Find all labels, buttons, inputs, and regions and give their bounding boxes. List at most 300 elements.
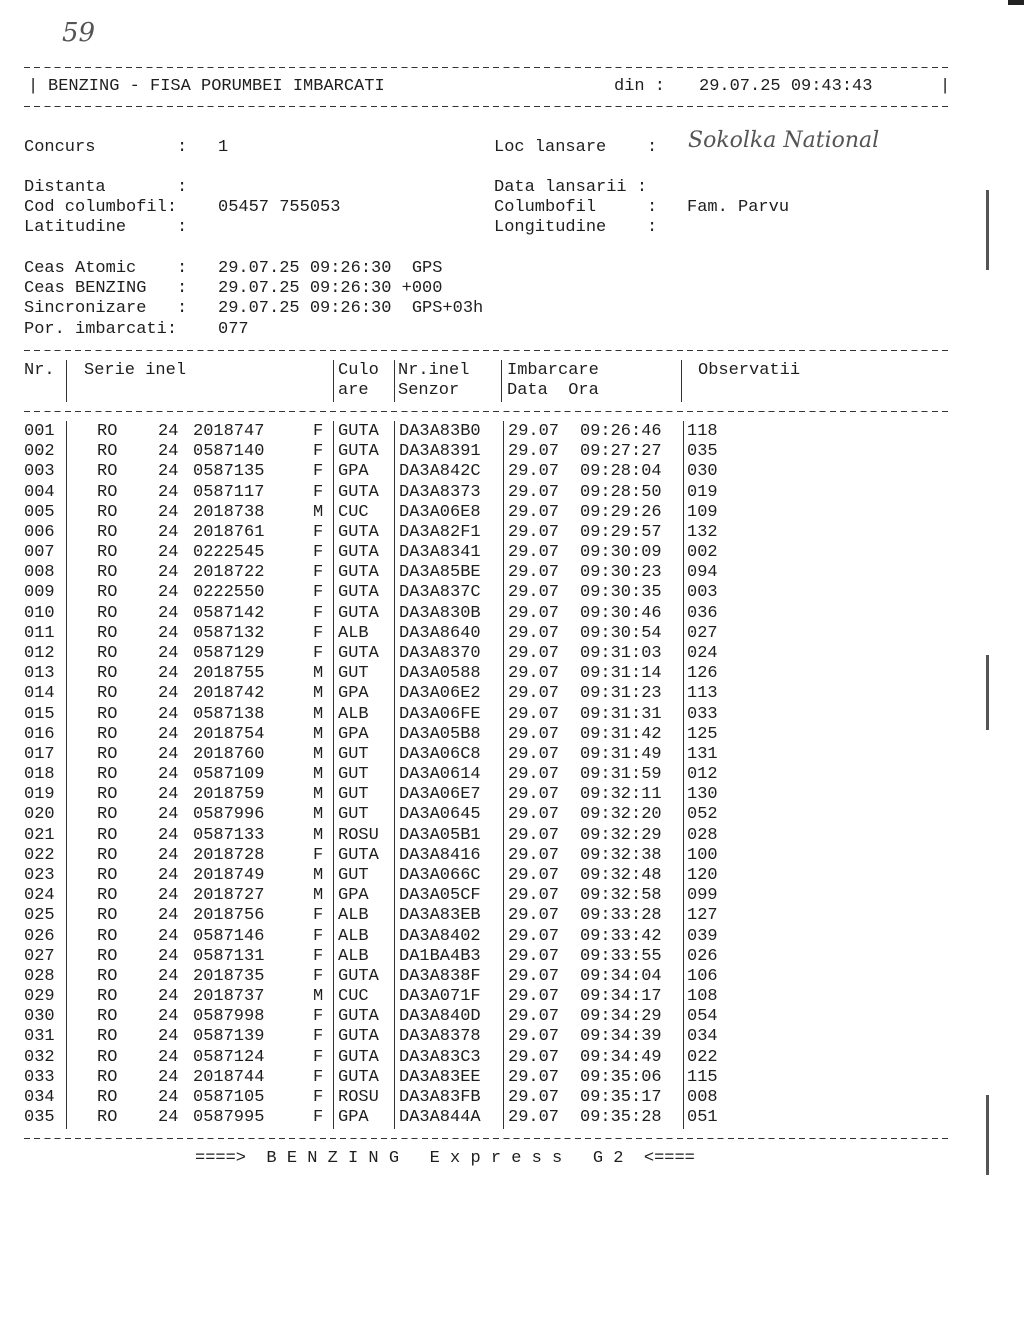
time: 09:30:54 [580,623,662,643]
year: 24 [158,1027,179,1047]
sensor-ring: DA1BA4B3 [399,946,481,966]
color: ALB [338,946,369,966]
country: RO [97,664,118,684]
columbofil-label: Columbofil : [494,198,658,217]
year: 24 [158,643,179,663]
divider [24,67,950,68]
ring-number: 0587131 [193,946,265,966]
observation: 003 [687,583,718,603]
country: RO [97,623,118,643]
sex: F [313,1108,324,1128]
color: GUT [338,805,369,825]
date: 29.07 [508,643,560,663]
date: 29.07 [508,502,560,522]
observation: 109 [687,502,718,522]
observation: 024 [687,643,718,663]
color: GUTA [338,482,379,502]
row-nr: 018 [24,765,55,785]
ring-number: 0222550 [193,583,265,603]
row-nr: 007 [24,543,55,563]
sincronizare-label: Sincronizare : [24,299,188,318]
year: 24 [158,946,179,966]
latitudine-label: Latitudine : [24,218,188,237]
sensor-ring: DA3A83EB [399,906,481,926]
concurs-label: Concurs : [24,138,188,157]
ring-number: 2018722 [193,563,265,583]
sensor-ring: DA3A05B1 [399,825,481,845]
sex: M [313,865,324,885]
observation: 012 [687,765,718,785]
ring-number: 2018754 [193,724,265,744]
year: 24 [158,684,179,704]
ring-number: 2018735 [193,966,265,986]
color: ALB [338,906,369,926]
ring-number: 2018727 [193,886,265,906]
country: RO [97,1108,118,1128]
table-row [0,1088,1024,1108]
sex: M [313,785,324,805]
ring-number: 2018759 [193,785,265,805]
footer-brand: ====> B E N Z I N G E x p r e s s G 2 <==== [195,1149,695,1168]
table-row [0,947,1024,967]
sensor-ring: DA3A0645 [399,805,481,825]
time: 09:31:42 [580,724,662,744]
row-nr: 008 [24,563,55,583]
color: GUT [338,765,369,785]
sensor-ring: DA3A83FB [399,1087,481,1107]
row-nr: 025 [24,906,55,926]
date: 29.07 [508,987,560,1007]
time: 09:32:11 [580,785,662,805]
time: 09:30:46 [580,603,662,623]
color: GUTA [338,1007,379,1027]
country: RO [97,684,118,704]
observation: 120 [687,865,718,885]
year: 24 [158,805,179,825]
year: 24 [158,543,179,563]
country: RO [97,906,118,926]
ring-number: 0587135 [193,462,265,482]
row-nr: 011 [24,623,55,643]
date: 29.07 [508,865,560,885]
date: 29.07 [508,482,560,502]
row-nr: 019 [24,785,55,805]
ring-number: 2018737 [193,987,265,1007]
country: RO [97,502,118,522]
date: 29.07 [508,906,560,926]
time: 09:34:17 [580,987,662,1007]
sex: F [313,926,324,946]
row-nr: 013 [24,664,55,684]
time: 09:32:58 [580,886,662,906]
table-row [0,604,1024,624]
table-row [0,805,1024,825]
time: 09:33:28 [580,906,662,926]
col-nrinel-2: Senzor [398,381,460,400]
time: 09:30:09 [580,543,662,563]
table-row [0,967,1024,987]
sex: M [313,987,324,1007]
color: GUTA [338,966,379,986]
sex: F [313,1027,324,1047]
sex: M [313,805,324,825]
time: 09:30:23 [580,563,662,583]
ring-number: 0587117 [193,482,265,502]
sensor-ring: DA3A05B8 [399,724,481,744]
time: 09:32:38 [580,845,662,865]
table-row [0,846,1024,866]
sensor-ring: DA3A85BE [399,563,481,583]
sensor-ring: DA3A8341 [399,543,481,563]
sex: F [313,462,324,482]
ceas-benzing-label: Ceas BENZING : [24,279,188,298]
date: 29.07 [508,825,560,845]
longitudine-label: Longitudine : [494,218,658,237]
ring-number: 0587146 [193,926,265,946]
date: 29.07 [508,744,560,764]
sex: F [313,442,324,462]
time: 09:31:31 [580,704,662,724]
table-row [0,503,1024,523]
row-nr: 002 [24,442,55,462]
observation: 106 [687,966,718,986]
sensor-ring: DA3A066C [399,865,481,885]
sex: F [313,543,324,563]
handwritten-page-number: 59 [62,18,96,48]
row-nr: 015 [24,704,55,724]
sex: M [313,684,324,704]
row-nr: 022 [24,845,55,865]
time: 09:27:27 [580,442,662,462]
country: RO [97,785,118,805]
col-nrinel: Nr.inel [398,361,470,380]
year: 24 [158,865,179,885]
sex: M [313,502,324,522]
sex: F [313,1067,324,1087]
date: 29.07 [508,462,560,482]
ceas-benzing-value: 29.07.25 09:26:30 +000 [218,279,443,298]
sensor-ring: DA3A06C8 [399,744,481,764]
country: RO [97,422,118,441]
observation: 131 [687,744,718,764]
date: 29.07 [508,1067,560,1087]
ring-number: 0587105 [193,1087,265,1107]
year: 24 [158,422,179,441]
time: 09:35:06 [580,1067,662,1087]
country: RO [97,643,118,663]
year: 24 [158,1007,179,1027]
row-nr: 023 [24,865,55,885]
time: 09:33:42 [580,926,662,946]
time: 09:31:14 [580,664,662,684]
country: RO [97,1067,118,1087]
observation: 054 [687,1007,718,1027]
color: GUTA [338,563,379,583]
time: 09:32:20 [580,805,662,825]
scan-mark [1008,0,1024,5]
ring-number: 0587996 [193,805,265,825]
observation: 019 [687,482,718,502]
year: 24 [158,724,179,744]
table-row [0,583,1024,603]
ring-number: 0587998 [193,1007,265,1027]
scan-mark [986,190,989,270]
year: 24 [158,623,179,643]
ring-number: 0587995 [193,1108,265,1128]
sensor-ring: DA3A82F1 [399,522,481,542]
sex: M [313,825,324,845]
color: GPA [338,1108,369,1128]
ring-number: 2018761 [193,522,265,542]
color: GUTA [338,1027,379,1047]
row-nr: 009 [24,583,55,603]
time: 09:34:49 [580,1047,662,1067]
sex: F [313,522,324,542]
time: 09:32:48 [580,865,662,885]
date: 29.07 [508,583,560,603]
color: GPA [338,684,369,704]
ring-number: 0587140 [193,442,265,462]
sex: F [313,643,324,663]
date: 29.07 [508,1027,560,1047]
sex: M [313,724,324,744]
col-serie: Serie inel [84,361,187,380]
sex: F [313,583,324,603]
color: GUTA [338,643,379,663]
year: 24 [158,603,179,623]
table-row [0,785,1024,805]
country: RO [97,765,118,785]
date: 29.07 [508,442,560,462]
observation: 026 [687,946,718,966]
row-nr: 026 [24,926,55,946]
print-datetime: 29.07.25 09:43:43 [699,77,873,96]
ring-number: 0587132 [193,623,265,643]
year: 24 [158,462,179,482]
table-row [0,624,1024,644]
sex: F [313,623,324,643]
ring-number: 0587109 [193,765,265,785]
observation: 035 [687,442,718,462]
date: 29.07 [508,684,560,704]
year: 24 [158,502,179,522]
page-title: BENZING - FISA PORUMBEI IMBARCATI [48,77,385,96]
sensor-ring: DA3A83C3 [399,1047,481,1067]
sensor-ring: DA3A8416 [399,845,481,865]
color: GUTA [338,543,379,563]
time: 09:34:04 [580,966,662,986]
observation: 099 [687,886,718,906]
year: 24 [158,825,179,845]
year: 24 [158,704,179,724]
sensor-ring: DA3A06E7 [399,785,481,805]
country: RO [97,583,118,603]
country: RO [97,966,118,986]
color: ALB [338,926,369,946]
concurs-value: 1 [218,138,229,157]
sensor-ring: DA3A071F [399,987,481,1007]
din-label: din : [614,77,666,96]
country: RO [97,886,118,906]
sex: M [313,744,324,764]
observation: 113 [687,684,718,704]
observation: 100 [687,845,718,865]
country: RO [97,946,118,966]
ring-number: 2018756 [193,906,265,926]
table-row [0,906,1024,926]
table-row [0,644,1024,664]
ceas-atomic-label: Ceas Atomic : [24,259,188,278]
year: 24 [158,785,179,805]
col-imbarcare: Imbarcare [507,361,599,380]
time: 09:29:26 [580,502,662,522]
row-nr: 010 [24,603,55,623]
table-row [0,1027,1024,1047]
time: 09:35:17 [580,1087,662,1107]
ring-number: 0587142 [193,603,265,623]
row-nr: 003 [24,462,55,482]
row-nr: 014 [24,684,55,704]
date: 29.07 [508,785,560,805]
color: GUTA [338,522,379,542]
year: 24 [158,583,179,603]
col-nr: Nr. [24,361,55,380]
sensor-ring: DA3A06E2 [399,684,481,704]
country: RO [97,724,118,744]
country: RO [97,482,118,502]
data-lansarii-label: Data lansarii : [494,178,648,197]
table-row [0,1007,1024,1027]
ring-number: 2018755 [193,664,265,684]
row-nr: 016 [24,724,55,744]
country: RO [97,442,118,462]
ring-number: 0222545 [193,543,265,563]
time: 09:33:55 [580,946,662,966]
country: RO [97,805,118,825]
observation: 033 [687,704,718,724]
sensor-ring: DA3A830B [399,603,481,623]
ring-number: 2018738 [193,502,265,522]
distanta-label: Distanta : [24,178,188,197]
observation: 039 [687,926,718,946]
observation: 008 [687,1087,718,1107]
row-nr: 030 [24,1007,55,1027]
table-row [0,483,1024,503]
date: 29.07 [508,623,560,643]
time: 09:31:23 [580,684,662,704]
observation: 030 [687,462,718,482]
time: 09:31:49 [580,744,662,764]
year: 24 [158,664,179,684]
country: RO [97,522,118,542]
sex: F [313,966,324,986]
row-nr: 006 [24,522,55,542]
col-culoare-2: are [338,381,369,400]
country: RO [97,1047,118,1067]
time: 09:29:57 [580,522,662,542]
sex: M [313,704,324,724]
date: 29.07 [508,765,560,785]
country: RO [97,704,118,724]
table-row [0,826,1024,846]
date: 29.07 [508,724,560,744]
date: 29.07 [508,1087,560,1107]
ring-number: 0587124 [193,1047,265,1067]
year: 24 [158,926,179,946]
table-row [0,563,1024,583]
color: GUTA [338,603,379,623]
table-row [0,987,1024,1007]
ring-number: 2018749 [193,865,265,885]
cod-label: Cod columbofil: [24,198,178,217]
observation: 118 [687,422,718,441]
country: RO [97,543,118,563]
country: RO [97,1007,118,1027]
date: 29.07 [508,563,560,583]
date: 29.07 [508,422,560,441]
table-row [0,765,1024,785]
observation: 108 [687,987,718,1007]
color: GUTA [338,1047,379,1067]
color: GUTA [338,845,379,865]
color: GUT [338,785,369,805]
sensor-ring: DA3A842C [399,462,481,482]
sex: F [313,946,324,966]
ring-number: 0587133 [193,825,265,845]
date: 29.07 [508,966,560,986]
table-row [0,422,1024,442]
date: 29.07 [508,664,560,684]
sensor-ring: DA3A8370 [399,643,481,663]
time: 09:35:28 [580,1108,662,1128]
sex: M [313,664,324,684]
time: 09:32:29 [580,825,662,845]
columbofil-value: Fam. Parvu [687,198,790,217]
observation: 052 [687,805,718,825]
time: 09:34:39 [580,1027,662,1047]
sex: F [313,845,324,865]
row-nr: 027 [24,946,55,966]
table-row [0,442,1024,462]
table-row [0,664,1024,684]
time: 09:31:59 [580,765,662,785]
date: 29.07 [508,845,560,865]
ring-number: 0587129 [193,643,265,663]
ring-number: 2018744 [193,1067,265,1087]
row-nr: 001 [24,422,55,441]
ceas-atomic-value: 29.07.25 09:26:30 GPS [218,259,443,278]
date: 29.07 [508,1007,560,1027]
observation: 127 [687,906,718,926]
color: GPA [338,724,369,744]
row-nr: 021 [24,825,55,845]
observation: 126 [687,664,718,684]
color: GUTA [338,442,379,462]
sex: F [313,422,324,441]
sex: M [313,886,324,906]
date: 29.07 [508,886,560,906]
ring-number: 2018760 [193,744,265,764]
ring-number: 2018747 [193,422,265,441]
year: 24 [158,1067,179,1087]
row-nr: 020 [24,805,55,825]
color: CUC [338,987,369,1007]
sex: F [313,1047,324,1067]
observation: 022 [687,1047,718,1067]
observation: 094 [687,563,718,583]
year: 24 [158,1087,179,1107]
observation: 027 [687,623,718,643]
